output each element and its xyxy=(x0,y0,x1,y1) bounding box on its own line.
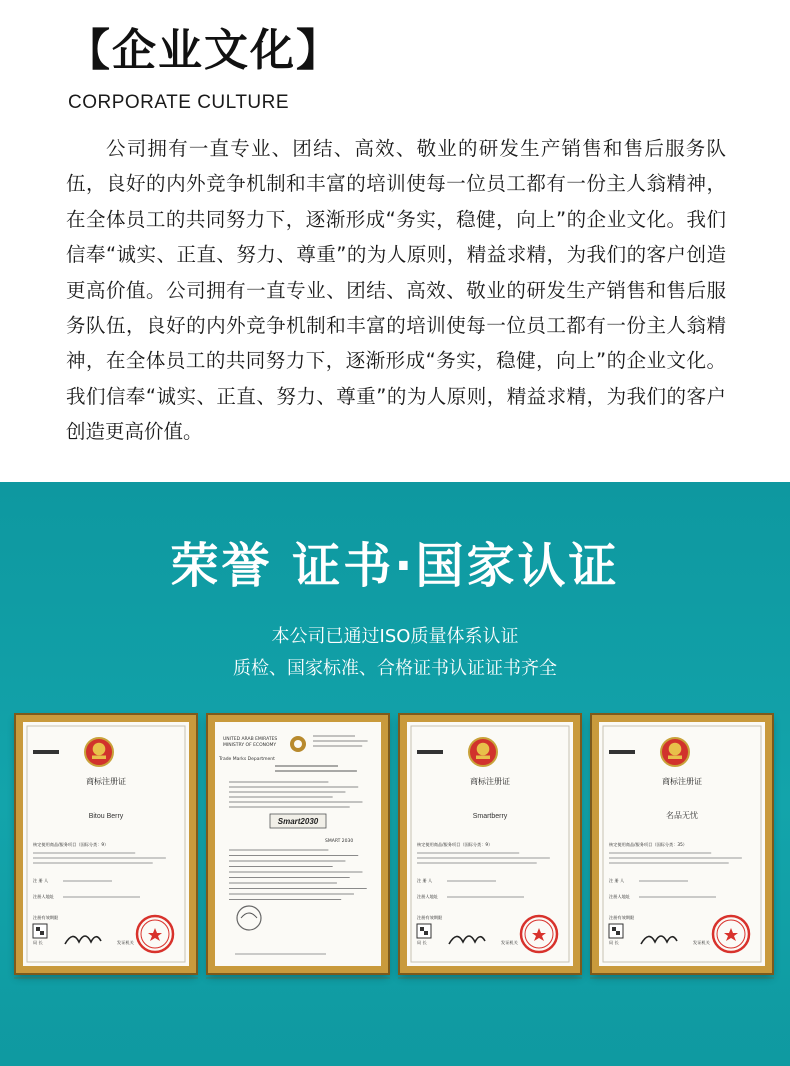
certificate-holder-label: 注 册 人 xyxy=(417,878,433,883)
certificate-sign-label: 局 长 xyxy=(609,940,619,945)
certificate-date-label: 注册有效期限 xyxy=(33,915,59,920)
certificate-sign-label: 局 长 xyxy=(417,940,427,945)
certificate-heading: 商标注册证 xyxy=(662,777,702,786)
national-emblem-icon xyxy=(661,738,689,766)
certificate-holder-label: 注 册 人 xyxy=(609,878,625,883)
certificate-issuer-label: 发证机关 xyxy=(117,940,134,945)
certificate-reference: SMART 2030 xyxy=(325,839,354,844)
certificate-reflection xyxy=(0,977,790,1066)
certificate-class-label: 核定使用商品/服务项目（国际分类：9） xyxy=(33,842,109,847)
certificate-heading: 商标注册证 xyxy=(470,777,510,786)
culture-subtitle: CORPORATE CULTURE xyxy=(68,92,290,113)
certificate-mark: Bitou Berry xyxy=(88,813,124,820)
certificate-address-label: 注册人地址 xyxy=(609,894,630,899)
certificate-sign-label: 局 长 xyxy=(33,940,43,945)
national-emblem-icon xyxy=(469,738,497,766)
certificate-frame-3 xyxy=(400,715,580,973)
culture-title: 【企业文化】 xyxy=(66,25,342,76)
certificate-class-label: 核定使用商品/服务项目（国际分类：9） xyxy=(417,842,493,847)
certificate-issuer-label: 发证机关 xyxy=(693,940,710,945)
certificate-date-label: 注册有效期限 xyxy=(417,915,443,920)
honor-section xyxy=(0,482,790,1066)
certificate-mark: Smartberry xyxy=(472,813,508,820)
certificate-date-label: 注册有效期限 xyxy=(609,915,635,920)
certificate-address-label: 注册人地址 xyxy=(33,894,54,899)
uae-emblem-icon xyxy=(290,736,306,752)
culture-body: 公司拥有一直专业、团结、高效、敬业的研发生产销售和售后服务队伍，良好的内外竞争机制和丰富的培训使每一位员工都有一份主人翁精神，在全体员工的共同努力下，逐渐形成“务实，稳健，向上”的企业文化。我们信奉“诚实、正直、努力、尊重”的为人原则，精益求精，为我们的客户创造更高价值。公司拥有一直专业、团结、高效、敬业的研发生产销售和售后服务队伍，良好的内外竞争机制和丰富的培训使每一位员工都有一份主人翁精神，在全体员工的共同努力下，逐渐形成“务实，稳健，向上”的企业文化。我们信奉“诚实、正直、努力、尊重”的为人原则，精益求精，为我们的客户创造更高价值。 xyxy=(66,137,726,444)
certificate-frame-1 xyxy=(16,715,196,973)
certificate-frame-2 xyxy=(208,715,388,973)
certificate-mark: 名品无忧 xyxy=(666,811,698,820)
certificate-country: UNITED ARAB EMIRATES xyxy=(223,737,278,742)
certificate-mark: Smart2030 xyxy=(277,817,319,826)
honor-subtitle-line-1: 本公司已通过ISO质量体系认证 xyxy=(271,626,519,647)
certificate-gallery xyxy=(0,715,790,975)
honor-subtitle-line-2: 质检、国家标准、合格证书认证证书齐全 xyxy=(233,658,557,679)
certificate-ministry: MINISTRY OF ECONOMY xyxy=(223,743,277,748)
certificate-department: Trade Marks Department xyxy=(219,757,275,762)
national-emblem-icon xyxy=(85,738,113,766)
certificate-heading: 商标注册证 xyxy=(86,777,126,786)
certificate-frame-4 xyxy=(592,715,772,973)
corporate-culture-section xyxy=(0,0,790,482)
certificate-address-label: 注册人地址 xyxy=(417,894,438,899)
certificate-class-label: 核定使用商品/服务项目（国际分类：35） xyxy=(609,842,687,847)
honor-title: 荣誉 证书·国家认证 xyxy=(170,538,620,594)
certificate-holder-label: 注 册 人 xyxy=(33,878,49,883)
certificate-issuer-label: 发证机关 xyxy=(501,940,518,945)
